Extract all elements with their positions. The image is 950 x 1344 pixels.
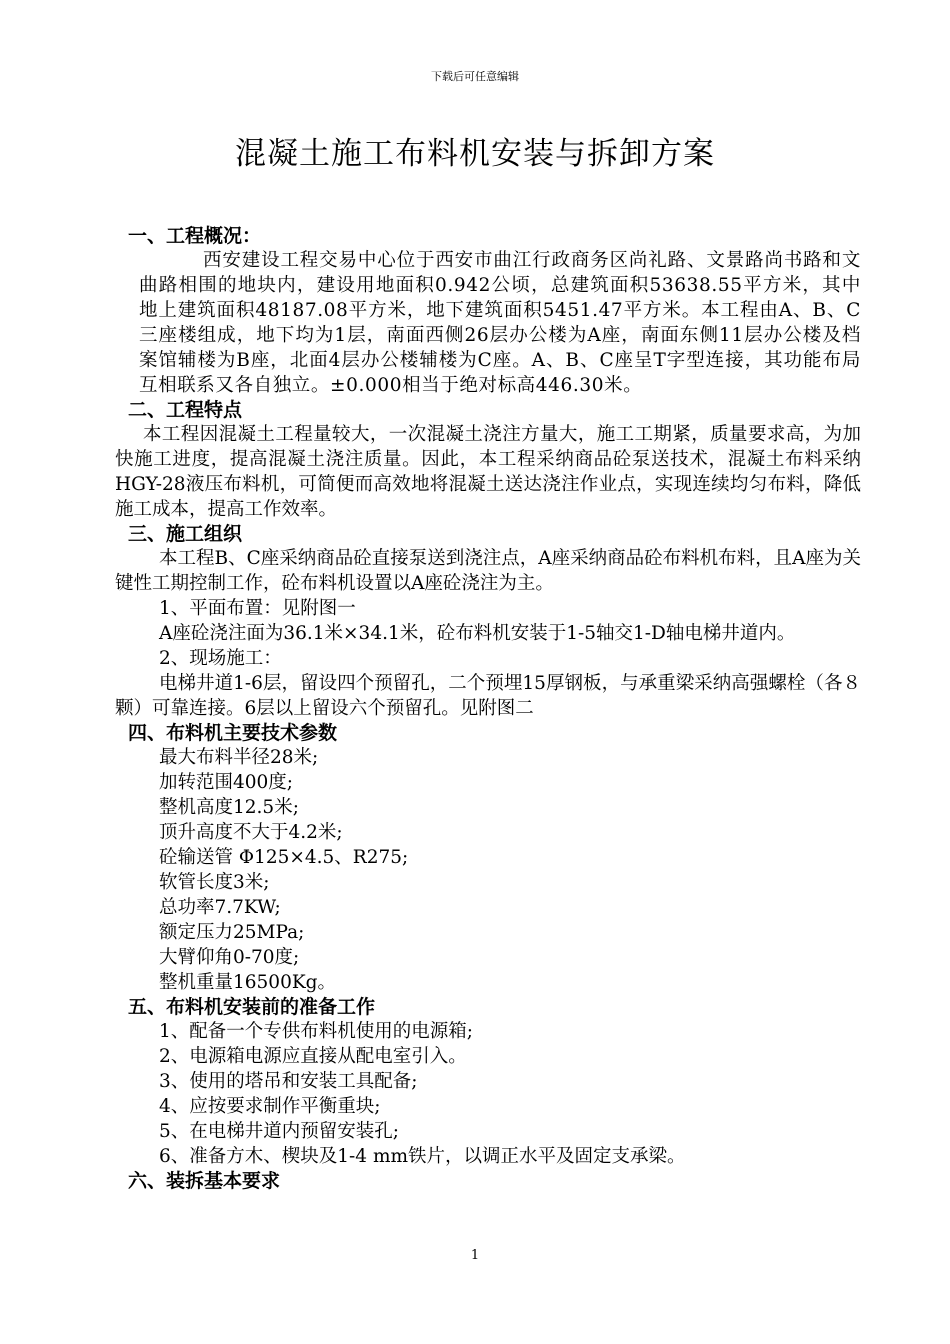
document-body (115, 220, 861, 1193)
section-heading-parameters: 四、布料机主要技术参数 (128, 722, 338, 744)
param-item: 最大布料半径28米; (159, 747, 319, 768)
paragraph-features: 本工程因混凝土工程量较大，一次混凝土浇注方量大，施工工期紧，质量要求高，为加快施工进度，提高混凝土浇注质量。因此，本工程采纳商品砼泵送技术，混凝土布料采纳HGY-28液压布料机，可简便而高效地将混凝土送达浇注作业点，实现连续均匀布料，降低施工成本，提高工作效率。 (115, 424, 861, 520)
section-heading-preparation: 五、布料机安装前的准备工作 (128, 996, 376, 1018)
paragraph-site: 电梯井道1-6层，留设四个预留孔，二个预埋15厚钢板，与承重梁采纳高强螺栓（各８颗）可靠连接。6层以上留设六个预留孔。见附图二 (115, 673, 861, 719)
prep-item: 1、配备一个专供布料机使用的电源箱; (159, 1021, 474, 1042)
param-item: 整机重量16500Kg。 (159, 972, 337, 993)
param-item: 砼输送管 Φ125×4.5、R275; (159, 847, 409, 868)
header-note: 下载后可任意编辑 (431, 70, 519, 83)
param-item: 额定压力25MPa; (159, 922, 305, 943)
prep-item: 6、准备方木、楔块及1-4 mm铁片，以调正水平及固定支承梁。 (159, 1146, 686, 1167)
section-heading-requirements: 六、装拆基本要求 (128, 1170, 281, 1192)
param-item: 大臂仰角0-70度; (159, 947, 300, 968)
param-item: 加转范围400度; (159, 772, 294, 793)
page-title: 混凝土施工布料机安装与拆卸方案 (235, 136, 715, 172)
subheading-site: 2、现场施工： (159, 648, 282, 669)
param-item: 顶升高度不大于4.2米; (159, 822, 343, 843)
page-number: 1 (470, 1248, 480, 1263)
prep-item: 3、使用的塔吊和安装工具配备; (159, 1071, 418, 1092)
section-heading-organization: 三、施工组织 (128, 523, 243, 545)
section-heading-overview: 一、工程概况： (128, 225, 262, 247)
paragraph-organization: 本工程B、C座采纳商品砼直接泵送到浇注点，A座采纳商品砼布料机布料，且A座为关键性工期控制工作，砼布料机设置以A座砼浇注为主。 (115, 548, 861, 594)
section-heading-features: 二、工程特点 (128, 399, 243, 421)
prep-item: 4、应按要求制作平衡重块; (159, 1096, 381, 1117)
subheading-layout: 1、平面布置：见附图一 (159, 598, 356, 619)
paragraph-overview: 西安建设工程交易中心位于西安市曲江行政商务区尚礼路、文景路尚书路和文曲路相围的地块内，建设用地面积0.942公顷，总建筑面积53638.55平方米，其中地上建筑面积48187.08平方米，地下建筑面积5451.47平方米。本工程由A、B、C三座楼组成，地下均为1层，南面西侧26层办公楼为A座，南面东侧11层办公楼及档案馆辅楼为B座，北面4层办公楼辅楼为C座。A、B、C座呈T字型连接，其功能布局互相联系又各自独立。±0.000相当于绝对标高446.30米。 (139, 250, 861, 396)
prep-item: 5、在电梯井道内预留安装孔; (159, 1121, 400, 1142)
param-item: 整机高度12.5米; (159, 797, 299, 818)
param-item: 总功率7.7KW; (159, 897, 281, 918)
paragraph-layout: A座砼浇注面为36.1米×34.1米，砼布料机安装于1-5轴交1-D轴电梯井道内。 (159, 623, 796, 644)
param-item: 软管长度3米; (159, 872, 270, 893)
prep-item: 2、电源箱电源应直接从配电室引入。 (159, 1046, 467, 1067)
